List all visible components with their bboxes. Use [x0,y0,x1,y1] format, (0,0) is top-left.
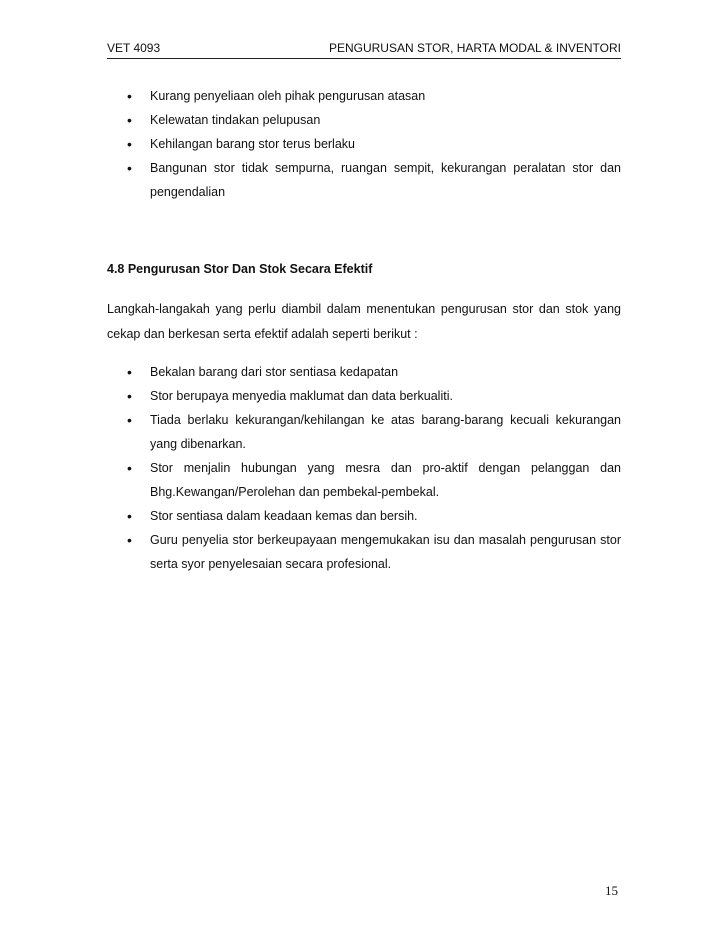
document-title: PENGURUSAN STOR, HARTA MODAL & INVENTORI [328,41,621,55]
list-item: • Kehilangan barang stor terus berlaku [107,132,621,156]
page-number: 15 [605,883,618,898]
list-item: • Bangunan stor tidak sempurna, ruangan sempit, kekurangan peralatan stor dan pengendalian [107,156,621,204]
list-item: • Stor sentiasa dalam keadaan kemas dan bersih. [107,504,621,528]
bullet-icon: • [127,88,132,104]
bullet-icon: • [127,508,132,524]
list-item: • Stor menjalin hubungan yang mesra dan pro-aktif dengan pelanggan dan Bhg.Kewangan/Perolehan dan pembekal-pembekal. [107,456,621,504]
bullet-icon: • [127,136,132,152]
section-heading: 4.8 Pengurusan Stor Dan Stok Secara Efektif [107,262,373,276]
intro-paragraph: Langkah-langakah yang perlu diambil dalam menentukan pengurusan stor dan stok yang cekap dan berkesan serta efektif adalah seperti berikut : [107,302,621,341]
bullet-icon: • [127,532,132,548]
bullet-icon: • [127,412,132,428]
bullet-icon: • [127,112,132,128]
problem-list [107,84,621,204]
measures-list [107,360,621,576]
bullet-icon: • [127,160,132,176]
list-item: • Kelewatan tindakan pelupusan [107,108,621,132]
list-item: • Kurang penyeliaan oleh pihak pengurusan atasan [107,84,621,108]
list-item: • Bekalan barang dari stor sentiasa kedapatan [107,360,621,384]
bullet-icon: • [127,460,132,476]
bullet-icon: • [127,364,132,380]
page-header [107,38,621,59]
list-item: • Guru penyelia stor berkeupayaan mengemukakan isu dan masalah pengurusan stor serta syor penyelesaian secara profesional. [107,528,621,576]
course-code: VET 4093 [107,41,161,55]
list-item: • Tiada berlaku kekurangan/kehilangan ke atas barang-barang kecuali kekurangan yang dibenarkan. [107,408,621,456]
list-item: • Stor berupaya menyedia maklumat dan data berkualiti. [107,384,621,408]
bullet-icon: • [127,388,132,404]
